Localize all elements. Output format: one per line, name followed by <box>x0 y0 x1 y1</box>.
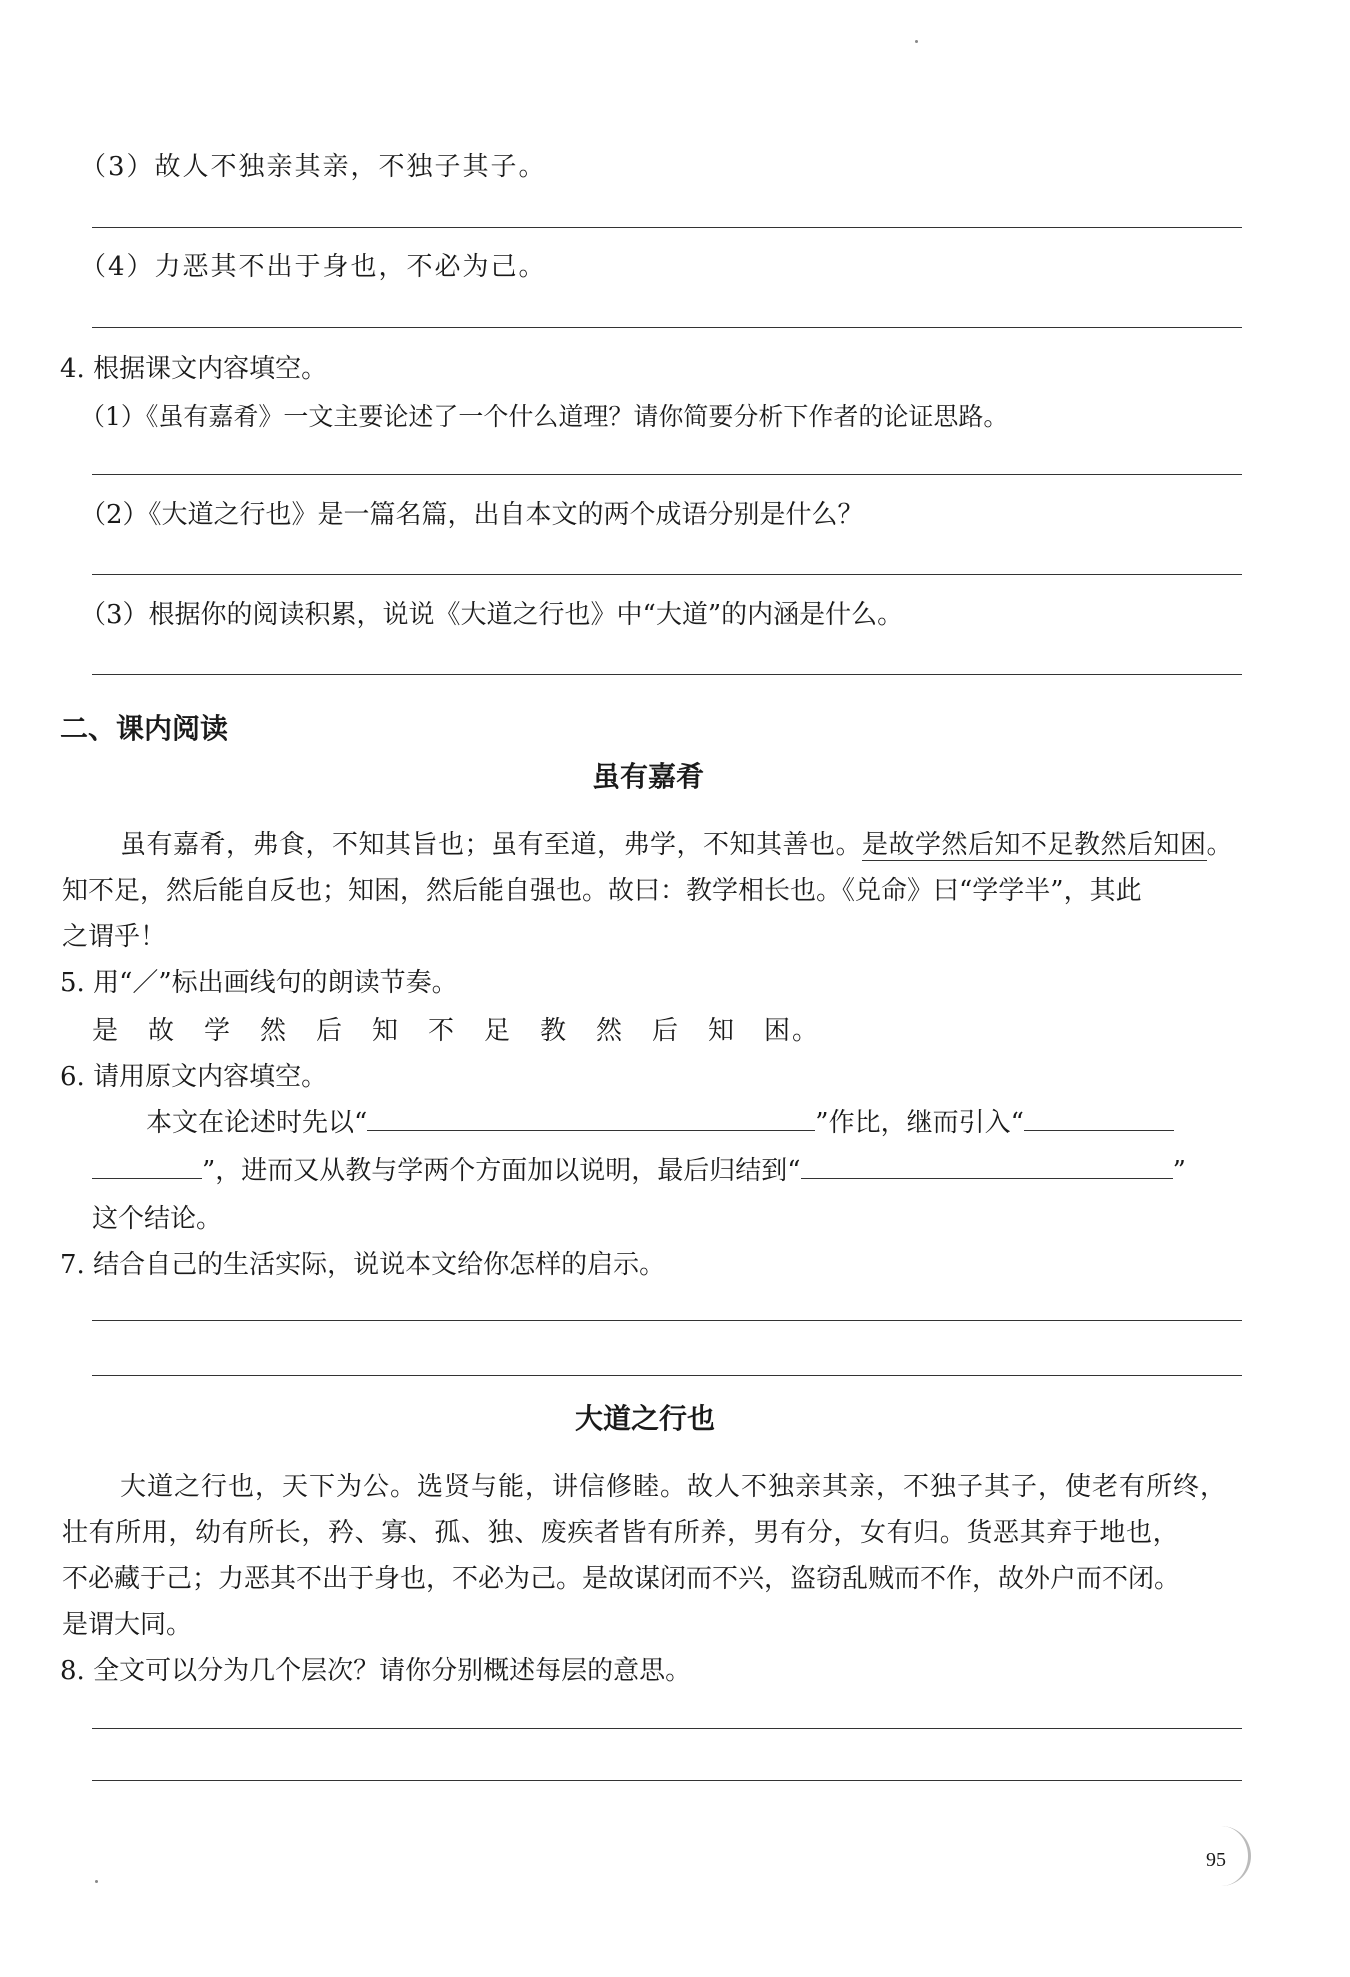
q6-line-2 <box>92 1154 1186 1188</box>
q7-stem: 7. 结合自己的生活实际，说说本文给你怎样的启示。 <box>60 1250 666 1280</box>
answer-line[interactable] <box>92 674 1242 675</box>
q4-stem: 4. 根据课文内容填空。 <box>60 354 328 384</box>
q4-sub1: （1）《虽有嘉肴》一文主要论述了一个什么道理？请你简要分析下作者的论证思路。 <box>80 402 1009 431</box>
scan-speck <box>95 1880 98 1883</box>
fill-blank-1[interactable] <box>367 1106 815 1131</box>
passage2-line-4: 是谓大同。 <box>62 1610 193 1640</box>
fill-blank-3[interactable] <box>801 1154 1173 1179</box>
q4-sub2: （2）《大道之行也》是一篇名篇，出自本文的两个成语分别是什么？ <box>80 500 864 530</box>
answer-line[interactable] <box>92 1375 1242 1376</box>
q5-stem: 5. 用“／”标出画线句的朗读节奏。 <box>60 968 458 998</box>
answer-line[interactable] <box>92 1728 1242 1729</box>
section-heading: 二、课内阅读 <box>60 712 229 745</box>
underlined-sentence: 是故学然后知不足教然后知困 <box>862 830 1207 860</box>
q6-line-1 <box>146 1106 1174 1140</box>
q6-text: ”，进而又从教与学两个方面加以说明，最后归结到“ <box>202 1156 801 1186</box>
answer-line[interactable] <box>92 227 1242 228</box>
passage1-text: 虽有嘉肴，弗食，不知其旨也；虽有至道，弗学，不知其善也。 <box>120 830 863 860</box>
passage1-text: 。 <box>1206 830 1234 860</box>
q3-item-4: （4）力恶其不出于身也，不必为己。 <box>80 252 547 282</box>
passage2-line-2: 壮有所用，幼有所长，矜、寡、孤、独、废疾者皆有所养，男有分，女有归。货恶其弃于地也， <box>62 1518 1180 1548</box>
answer-line[interactable] <box>92 474 1242 475</box>
scan-speck <box>915 40 918 43</box>
q3-item-3: （3）故人不独亲其亲，不独子其子。 <box>80 152 547 182</box>
q4-sub3: （3）根据你的阅读积累，说说《大道之行也》中“大道”的内涵是什么。 <box>80 600 904 630</box>
page-number: 95 <box>1206 1849 1226 1871</box>
passage2-line-1: 大道之行也，天下为公。选贤与能，讲信修睦。故人不独亲其亲，不独子其子，使老有所终， <box>120 1472 1228 1502</box>
passage1-line-3: 之谓乎！ <box>62 922 167 952</box>
q6-stem: 6. 请用原文内容填空。 <box>60 1062 328 1092</box>
passage1-line-2: 知不足，然后能自反也；知困，然后能自强也。故曰：教学相长也。《兑命》曰“学学半”，其此 <box>62 876 1142 906</box>
q6-text: 本文在论述时先以“ <box>146 1108 368 1138</box>
answer-line[interactable] <box>92 1320 1242 1321</box>
passage1-line-1 <box>120 828 1233 862</box>
passage2-title: 大道之行也 <box>575 1402 716 1435</box>
q6-line-3: 这个结论。 <box>92 1204 223 1234</box>
fill-blank-2-cont[interactable] <box>92 1154 202 1179</box>
answer-line[interactable] <box>92 1780 1242 1781</box>
q6-text: ” <box>1172 1156 1186 1186</box>
passage2-line-3: 不必藏于己；力恶其不出于身也，不必为己。是故谋闭而不兴，盗窃乱贼而不作，故外户而不闭。 <box>62 1564 1181 1594</box>
answer-line[interactable] <box>92 574 1242 575</box>
passage1-title: 虽有嘉肴 <box>592 760 705 793</box>
fill-blank-2[interactable] <box>1024 1106 1174 1131</box>
q8-stem: 8. 全文可以分为几个层次？请你分别概述每层的意思。 <box>60 1656 692 1686</box>
q5-rhythm-chars[interactable]: 是 故 学 然 后 知 不 足 教 然 后 知 困。 <box>92 1016 821 1046</box>
q6-text: ”作比，继而引入“ <box>815 1108 1024 1138</box>
answer-line[interactable] <box>92 327 1242 328</box>
